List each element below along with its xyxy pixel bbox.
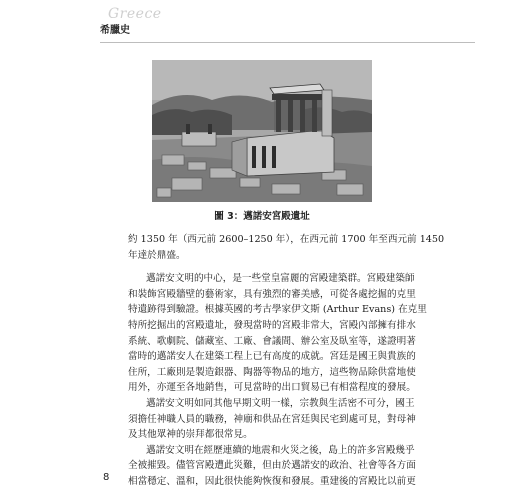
header-title: 希臘史 bbox=[100, 25, 130, 36]
text-line: 及其他眾神的崇拜都很常見。 bbox=[128, 429, 253, 441]
running-header bbox=[100, 6, 180, 40]
text-line: 用外，亦運至各地銷售，可見當時的出口貿易已有相當程度的發展。 bbox=[128, 382, 416, 394]
ruins-photo bbox=[152, 60, 372, 202]
page-number: 8 bbox=[103, 472, 110, 483]
paragraph bbox=[128, 271, 427, 396]
header-script-text: Greece bbox=[108, 6, 162, 22]
text-line: 邁諾安文明的中心，是一些堂皇富麗的宮殿建築群。宮殿建築師 bbox=[146, 273, 415, 285]
body-text bbox=[128, 232, 445, 490]
text-line: 約 1350 年（西元前 2600–1250 年），在西元前 1700 年至西元前 1450 bbox=[128, 234, 445, 245]
paragraph bbox=[128, 232, 445, 263]
text-line: 住所，工廠則是製造銀器、陶器等物品的地方，這些物品除供當地使 bbox=[128, 366, 416, 378]
text-line: 須擔任神職人員的職務，神廟和供品在宮廷與民宅到處可見，對母神 bbox=[128, 413, 416, 425]
text-line: 系統、歌劇院、儲藏室、工廠、會議間、辦公室及臥室等，遂證明著 bbox=[128, 335, 416, 347]
text-line: 和裝飾宮殿牆壁的藝術家，具有強烈的審美感，可從各處挖掘的克里 bbox=[128, 288, 416, 300]
paragraph bbox=[128, 396, 414, 443]
text-line: 年達於鼎盛。 bbox=[128, 249, 186, 261]
text-line: 特遺跡得到驗證。根據英國的考古學家伊文斯 (Arthur Evans) 在克里 bbox=[128, 304, 427, 316]
text-line: 邁諾安文明如同其他早期文明一樣，宗教與生活密不可分，國王 bbox=[146, 397, 415, 409]
figure-caption: 圖 3：邁諾安宮殿遺址 bbox=[214, 211, 310, 222]
text-line: 相當穩定、溫和，因此很快能夠恢復和發展。重建後的宮殿比以前更 bbox=[128, 475, 416, 487]
text-line: 特所挖掘出的宮殿遺址，發現當時的宮殿非常大，宮殿內部擁有排水 bbox=[128, 319, 416, 331]
text-line: 邁諾安文明在經歷連續的地震和火災之後，島上的許多宮殿幾乎 bbox=[146, 444, 415, 456]
header-rule bbox=[100, 42, 475, 43]
text-line: 當時的邁諾安人在建築工程上已有高度的成就。宮廷是國王與貴族的 bbox=[128, 351, 416, 363]
paragraph bbox=[128, 443, 414, 490]
text-line: 全被摧毀。儘管宮殿遭此災難，但由於邁諾安的政治、社會等各方面 bbox=[128, 460, 416, 472]
